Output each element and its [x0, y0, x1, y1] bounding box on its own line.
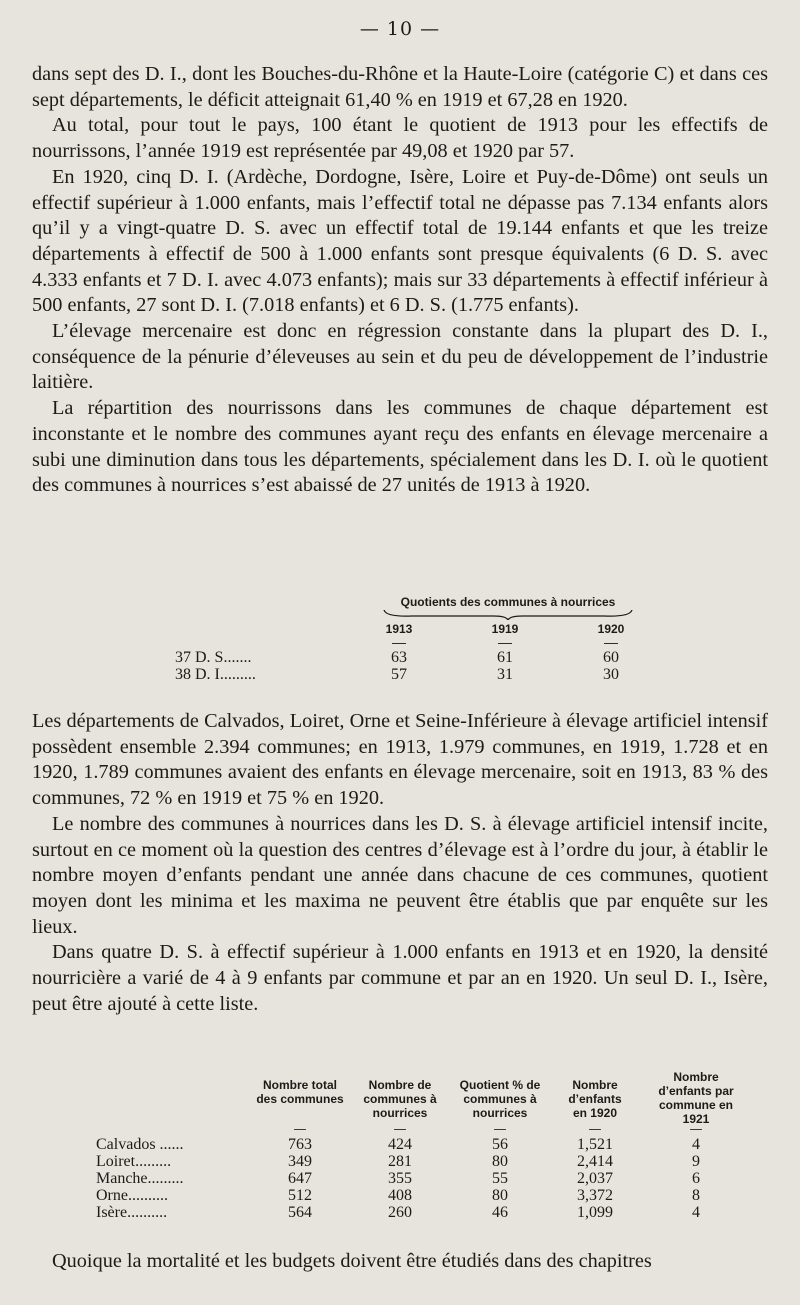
- dash: —: [392, 634, 406, 650]
- row-label: Calvados ......: [96, 1136, 184, 1153]
- cell: 3,372: [577, 1187, 613, 1204]
- cell: 4: [692, 1136, 700, 1153]
- table-row: [90, 1153, 770, 1170]
- column-header: Quotient % de communes à nourrices: [459, 1078, 541, 1120]
- dash: —: [393, 1122, 407, 1137]
- cell: 408: [388, 1187, 412, 1204]
- cell: 9: [692, 1153, 700, 1170]
- cell: 564: [288, 1204, 312, 1221]
- cell: 260: [388, 1204, 412, 1221]
- paragraph: Dans quatre D. S. à effectif supérieur à 1.000 enfants en 1913 et en 1920, la densité nourricière a varié de 4 à 9 enfants par commune et par an en 1920. Un seul D. I., Isère, peut être ajouté à cette liste.: [32, 941, 768, 1015]
- dash: —: [293, 1122, 307, 1137]
- column-header: Nombre de communes à nourrices: [363, 1078, 437, 1120]
- cell: 55: [492, 1170, 508, 1187]
- row-label: Orne..........: [96, 1187, 168, 1204]
- text-block-top: [32, 62, 768, 499]
- table-row: [90, 1204, 770, 1221]
- cell: 349: [288, 1153, 312, 1170]
- cell: 355: [388, 1170, 412, 1187]
- cell: 56: [492, 1136, 508, 1153]
- paragraph: Le nombre des communes à nourrices dans les D. S. à élevage artificiel intensif incite, surtout en ce moment où la question des centres d’élevage est à l’ordre du jour, à établir le nombre moyen d’enfants pendant une année dans chacune de ces communes, quotient moyen dont les minima et les maxima ne peuvent être établis que par enquête sur les lieux.: [32, 812, 768, 938]
- table-row: [90, 1187, 770, 1204]
- text-block-middle: [32, 709, 768, 1017]
- cell: 31: [497, 666, 513, 683]
- cell: 80: [492, 1187, 508, 1204]
- row-label: Loiret.........: [96, 1153, 172, 1170]
- dash: —: [493, 1122, 507, 1137]
- dash: —: [498, 634, 512, 650]
- column-header: Nombre d’enfants en 1920: [568, 1078, 622, 1120]
- brace-divider: [382, 608, 634, 620]
- row-label: 37 D. S.......: [175, 649, 252, 666]
- dash: —: [604, 634, 618, 650]
- year-header: 1920: [597, 622, 625, 636]
- table-row: [170, 649, 650, 667]
- table-row: [170, 666, 650, 684]
- year-header: 1919: [491, 622, 519, 636]
- cell: 80: [492, 1153, 508, 1170]
- page-number: — 10 —: [359, 18, 441, 40]
- row-label: 38 D. I.........: [175, 666, 256, 683]
- paragraph: Les départements de Calvados, Loiret, Orne et Seine-Inférieure à élevage artificiel intensif possèdent ensemble 2.394 communes; en 1913, 1.979 communes, en 1919, 1.728 et en 1920, 1.789 communes avaient des enfants en élevage mercenaire, soit en 1913, 83 % des communes, 72 % en 1919 et 75 % en 1920.: [32, 710, 768, 810]
- cell: 57: [391, 666, 407, 683]
- column-header: Nombre d’enfants par commune en 1921: [658, 1070, 734, 1126]
- year-header: 1913: [385, 622, 413, 636]
- cell: 281: [388, 1153, 412, 1170]
- dash: —: [588, 1122, 602, 1137]
- cell: 1,521: [577, 1136, 613, 1153]
- table-row: [90, 1136, 770, 1153]
- row-label: Manche.........: [96, 1170, 184, 1187]
- paragraph: L’élevage mercenaire est donc en régression constante dans la plupart des D. I., conséquence de la pénurie d’éleveuses au sein et du peu de développement de l’industrie laitière.: [32, 320, 768, 394]
- cell: 512: [288, 1187, 312, 1204]
- text-block-bottom: [32, 1249, 768, 1275]
- table-title: Quotients des communes à nourrices: [400, 595, 616, 609]
- paragraph: La répartition des nourrissons dans les communes de chaque département est inconstante et le nombre des communes ayant reçu des enfants en élevage mercenaire a subi une diminution dans tous les départements, spécialement dans les D. I. où le quotient des communes à nourrices s’est abaissé de 27 unités de 1913 à 1920.: [32, 397, 768, 497]
- paragraph: dans sept des D. I., dont les Bouches-du-Rhône et la Haute-Loire (catégorie C) et dans ces sept départements, le déficit atteignait 61,40 % en 1919 et 67,28 en 1920.: [32, 63, 768, 111]
- cell: 2,037: [577, 1170, 613, 1187]
- dash: —: [689, 1122, 703, 1137]
- cell: 424: [388, 1136, 412, 1153]
- cell: 60: [603, 649, 619, 666]
- cell: 8: [692, 1187, 700, 1204]
- cell: 763: [288, 1136, 312, 1153]
- cell: 61: [497, 649, 513, 666]
- table-row: [90, 1170, 770, 1187]
- cell: 1,099: [577, 1204, 613, 1221]
- paragraph: Au total, pour tout le pays, 100 étant le quotient de 1913 pour les effectifs de nourrissons, l’année 1919 est représentée par 49,08 et 1920 par 57.: [32, 114, 768, 163]
- cell: 4: [692, 1204, 700, 1221]
- cell: 30: [603, 666, 619, 683]
- cell: 6: [692, 1170, 700, 1187]
- cell: 46: [492, 1204, 508, 1221]
- paragraph: Quoique la mortalité et les budgets doivent être étudiés dans des chapitres: [52, 1250, 652, 1272]
- paragraph: En 1920, cinq D. I. (Ardèche, Dordogne, Isère, Loire et Puy-de-Dôme) ont seuls un effectif supérieur à 1.000 enfants, mais l’effectif total ne dépasse pas 7.134 enfants alors qu’il y a vingt-quatre D. S. avec un effectif total de 19.144 enfants et que les treize départements à effectif de 500 à 1.000 enfants sont presque équivalents (6 D. S. avec 4.333 enfants et 7 D. I. avec 4.073 enfants); mais sur 33 départements à effectif inférieur à 500 enfants, 27 sont D. I. (7.018 enfants) et 6 D. S. (1.775 enfants).: [32, 165, 768, 317]
- cell: 63: [391, 649, 407, 666]
- cell: 2,414: [577, 1153, 613, 1170]
- row-label: Isère..........: [96, 1204, 168, 1221]
- cell: 647: [288, 1170, 312, 1187]
- column-header: Nombre total des communes: [256, 1078, 344, 1106]
